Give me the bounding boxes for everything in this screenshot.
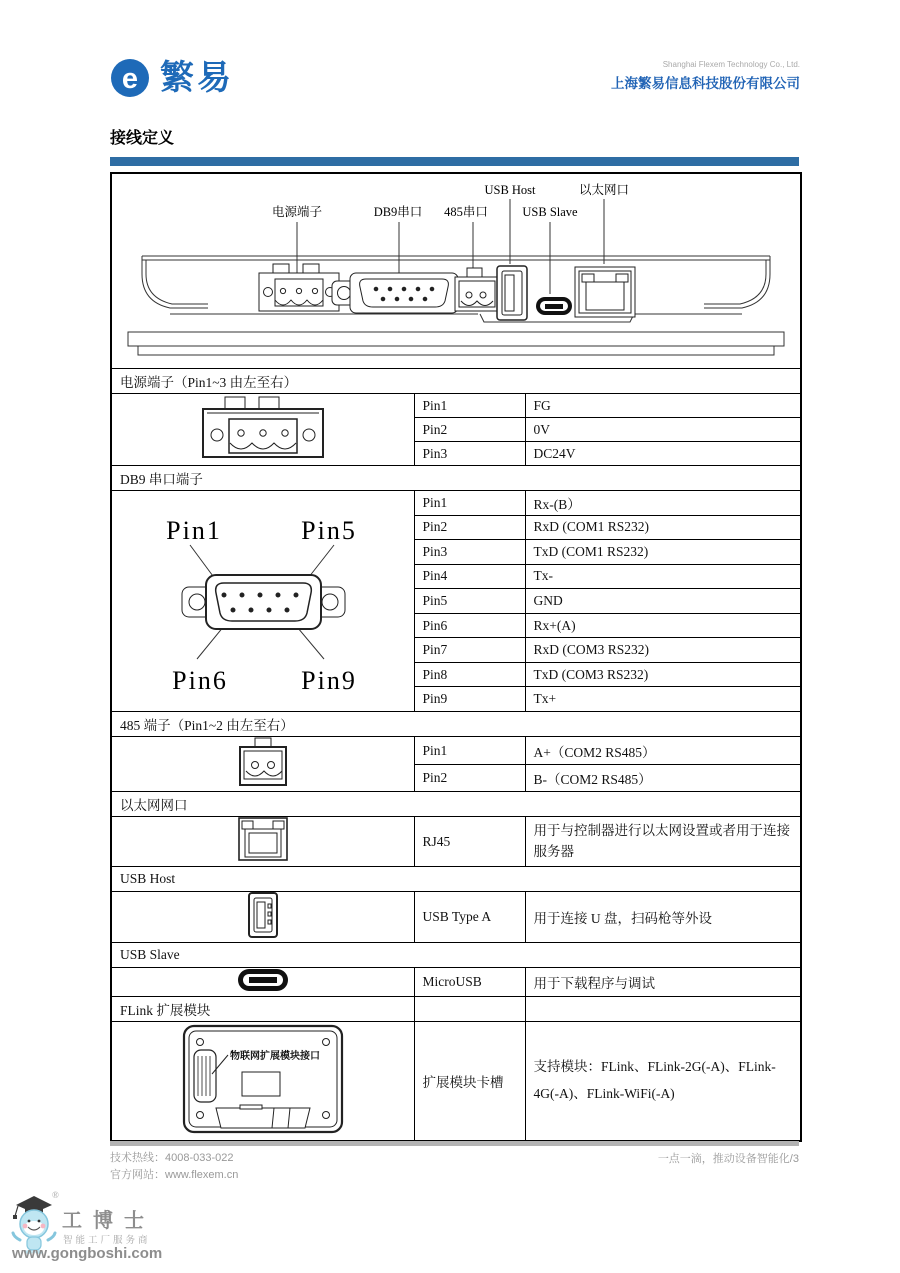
company-block xyxy=(611,60,800,92)
desc-cell: TxD (COM3 RS232) xyxy=(525,662,801,687)
port-name-cell: 扩展模块卡槽 xyxy=(414,1022,525,1141)
pin-cell: Pin9 xyxy=(414,687,525,712)
registered-mark: ® xyxy=(52,1190,59,1200)
port-name-cell: RJ45 xyxy=(414,817,525,867)
logo-wordmark: 繁易 xyxy=(160,59,234,97)
company-name-en: Shanghai Flexem Technology Co., Ltd. xyxy=(662,60,800,69)
footer-divider-bar xyxy=(110,1141,799,1146)
db9-corner-label: Pin1 xyxy=(166,516,222,545)
diagram-db9 xyxy=(332,273,476,313)
micro-usb-icon xyxy=(111,968,414,997)
desc-cell: Tx- xyxy=(525,564,801,589)
desc-cell: RxD (COM3 RS232) xyxy=(525,638,801,663)
gongboshi-watermark xyxy=(10,1192,240,1270)
port-label-usb-host: USB Host xyxy=(484,183,536,197)
rj45-icon xyxy=(111,817,414,867)
footer-contact xyxy=(110,1150,238,1184)
usb-type-a-icon xyxy=(111,892,414,943)
section-divider-bar xyxy=(110,157,799,166)
desc-cell: TxD (COM1 RS232) xyxy=(525,540,801,565)
footer-website: 官方网站：www.flexem.cn xyxy=(110,1169,239,1181)
footer-slogan: 一点一滴，推动设备智能化/3 xyxy=(657,1153,799,1165)
watermark-subtitle: 智能工厂服务商 xyxy=(63,1235,151,1246)
flexem-logo-mark xyxy=(110,58,150,98)
rs485-section-title: 485 端子（Pin1~2 由左至右） xyxy=(111,712,801,737)
usb-slave-section-title: USB Slave xyxy=(111,943,801,968)
diagram-rj45 xyxy=(575,267,635,317)
diagram-rs485 xyxy=(455,268,499,311)
pin-cell: Pin6 xyxy=(414,613,525,638)
pin-cell: Pin1 xyxy=(414,394,525,418)
desc-cell: RxD (COM1 RS232) xyxy=(525,515,801,540)
pin-cell: Pin1 xyxy=(414,491,525,516)
db9-connector-diagram xyxy=(111,491,414,712)
desc-cell: DC24V xyxy=(525,442,801,466)
pin-cell: Pin8 xyxy=(414,662,525,687)
wiring-table xyxy=(110,172,802,1142)
desc-cell: GND xyxy=(525,589,801,614)
desc-cell: Tx+ xyxy=(525,687,801,712)
desc-cell: Rx+(A) xyxy=(525,613,801,638)
diagram-micro-usb xyxy=(536,297,572,315)
port-name-cell: MicroUSB xyxy=(414,968,525,997)
power-section-title: 电源端子（Pin1~3 由左至右） xyxy=(111,369,801,394)
pin-cell: Pin3 xyxy=(414,442,525,466)
desc-cell: 0V xyxy=(525,418,801,442)
flexem-logo xyxy=(110,58,234,98)
rear-panel-slot-label: 物联网扩展模块接口 xyxy=(229,1050,320,1062)
db9-corner-label: Pin6 xyxy=(172,666,228,695)
empty-cell xyxy=(525,997,801,1022)
desc-cell: B-（COM2 RS485） xyxy=(525,765,801,792)
port-label-usb-slave: USB Slave xyxy=(522,205,578,219)
pin-cell: Pin2 xyxy=(414,765,525,792)
port-label-ethernet: 以太网口 xyxy=(578,183,630,197)
pin-cell: Pin1 xyxy=(414,737,525,765)
pin-cell: Pin2 xyxy=(414,515,525,540)
diagram-power-terminal xyxy=(259,264,339,311)
page-title: 接线定义 xyxy=(110,130,175,147)
pin-cell: Pin5 xyxy=(414,589,525,614)
db9-corner-label: Pin5 xyxy=(301,516,357,545)
rs485-terminal-icon xyxy=(111,737,414,792)
ethernet-section-title: 以太网网口 xyxy=(111,792,801,817)
pin-cell: Pin2 xyxy=(414,418,525,442)
port-name-cell: USB Type A xyxy=(414,892,525,943)
diagram-usb-a xyxy=(497,266,527,320)
company-name-cn: 上海繁易信息科技股份有限公司 xyxy=(611,76,800,91)
desc-cell: 用于下载程序与调试 xyxy=(525,968,801,997)
power-terminal-icon xyxy=(111,394,414,466)
pin-cell: Pin7 xyxy=(414,638,525,663)
flink-section-title: FLink 扩展模块 xyxy=(111,997,414,1022)
desc-cell: 用于与控制器进行以太网设置或者用于连接服务器 xyxy=(525,817,801,867)
desc-cell: Rx-(B） xyxy=(525,491,801,516)
port-label-db9: DB9串口 xyxy=(373,205,423,219)
watermark-name: 工博士 xyxy=(62,1210,155,1232)
desc-cell: A+（COM2 RS485） xyxy=(525,737,801,765)
desc-cell: FG xyxy=(525,394,801,418)
desc-cell: 用于连接 U 盘，扫码枪等外设 xyxy=(525,892,801,943)
empty-cell xyxy=(414,997,525,1022)
pin-cell: Pin3 xyxy=(414,540,525,565)
device-rear-diagram xyxy=(111,1022,414,1141)
port-label-power: 电源端子 xyxy=(271,205,323,219)
pin-cell: Pin4 xyxy=(414,564,525,589)
desc-cell: 支持模块：FLink、FLink-2G(-A)、FLink-4G(-A)、FLink-WiFi(-A) xyxy=(525,1022,801,1141)
footer-hotline: 技术热线：4008-033-022 xyxy=(110,1152,234,1164)
db9-section-title: DB9 串口端子 xyxy=(111,466,801,491)
logo-glyph: e xyxy=(121,63,139,95)
port-label-rs485: 485串口 xyxy=(444,205,488,219)
usb-host-section-title: USB Host xyxy=(111,867,801,892)
db9-corner-label: Pin9 xyxy=(301,666,357,695)
device-bottom-diagram xyxy=(111,173,801,369)
watermark-url: www.gongboshi.com xyxy=(12,1245,163,1262)
